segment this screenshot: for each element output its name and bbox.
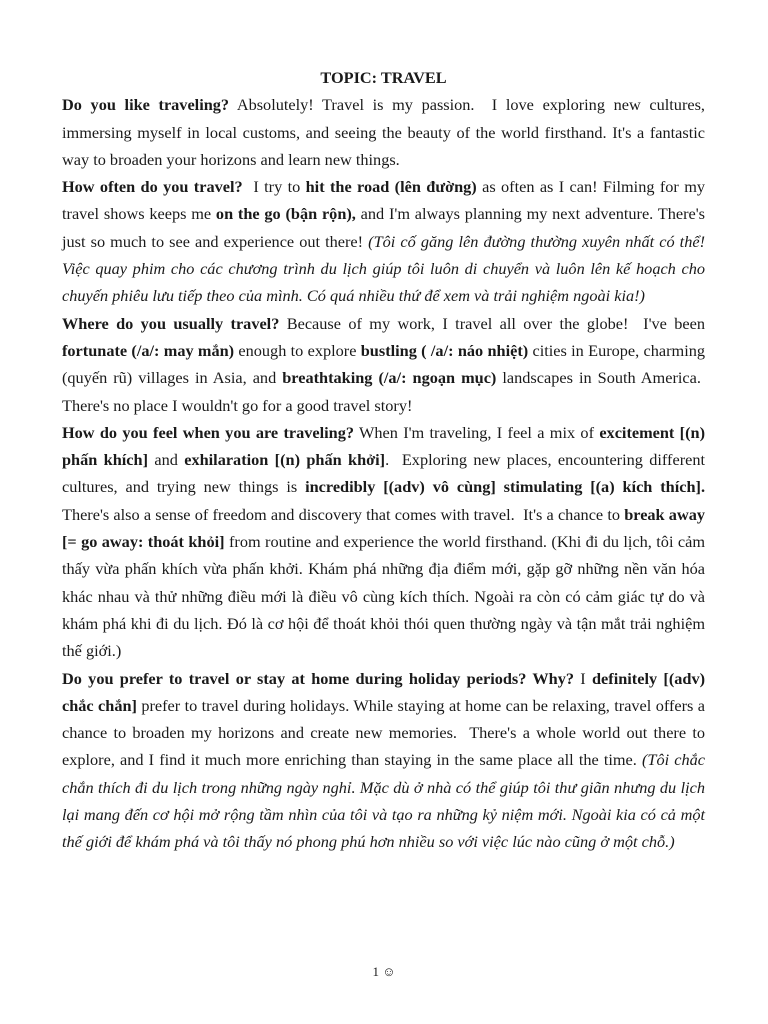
bold-text: Do you prefer to travel or stay at home during holiday periods? Why? <box>62 668 574 688</box>
bold-text: hit the road (lên đường) <box>305 177 477 197</box>
page-footer <box>0 962 768 982</box>
qa-paragraph <box>62 310 705 419</box>
bold-text: incredibly [(adv) vô cùng] stimulating [(a) kích thích]. <box>305 477 706 497</box>
italic-translation: (Tôi cố găng lên đường thường xuyên nhất có thể! Việc quay phim cho các chương trình du lịch giúp tôi luôn di chuyển và luôn lên kế hoạch cho chuyến phiêu lưu tiếp theo của mình. Có quá nhiều thứ để xem và trải nghiệm ngoài kia!) <box>62 231 705 306</box>
body-text: I <box>574 668 592 688</box>
body-text: prefer to travel during holidays. While staying at home can be relaxing, travel offers a chance to broaden my horizons and create new memories. There's a whole world out there to explore, and I find it much more enriching than staying in the same place all the time. <box>62 695 705 770</box>
body-text: cities in Europe, charming (quyến rũ) villages in Asia, and <box>62 340 706 388</box>
bold-text: fortunate (/a/: may mắn) <box>62 340 235 360</box>
bold-text: breathtaking (/a/: ngoạn mục) <box>282 368 497 388</box>
qa-paragraph <box>62 419 705 665</box>
page-number: 1 <box>372 964 379 979</box>
bold-text: bustling ( /a/: náo nhiệt) <box>360 340 529 360</box>
document-page <box>62 64 705 856</box>
bold-text: break away [= go away: thoát khỏi] <box>62 504 705 552</box>
bold-text: exhilaration [(n) phấn khởi] <box>184 450 386 470</box>
body-text: . Exploring new places, encountering different cultures, and trying new things is <box>62 450 706 497</box>
body-text: as often as I can! Filming for my travel shows keeps me <box>62 177 706 224</box>
body-text: When I'm traveling, I feel a mix of <box>353 422 600 442</box>
qa-paragraph <box>62 173 705 309</box>
qa-paragraph <box>62 91 705 173</box>
body-text: landscapes in South America. There's no place I wouldn't go for a good travel story! <box>62 368 705 415</box>
page-title: TOPIC: TRAVEL <box>320 68 447 87</box>
body-text: Absolutely! Travel is my passion. I love exploring new cultures, immersing myself in local customs, and seeing the beauty of the world firsthand. It's a fantastic way to broaden your horizons and learn new things. <box>62 95 706 169</box>
body-text: enough to explore <box>234 340 361 360</box>
bold-text: on the go (bận rộn), <box>215 204 356 224</box>
italic-translation: (Tôi chắc chắn thích đi du lịch trong những ngày nghỉ. Mặc dù ở nhà có thể giúp tôi thư giãn nhưng du lịch lại mang đến cơ hội mở rộng tầm nhìn của tôi và tạo ra những kỷ niệm mới. Ngoài kia có cả một thế giới để khám phá và tôi thấy nó phong phú hơn nhiều so với việc lúc nào cũng ở một chỗ.) <box>62 750 706 852</box>
bold-text: Do you like traveling? <box>62 95 230 115</box>
body-text: from routine and experience the world firsthand. (Khi đi du lịch, tôi cảm thấy vừa phấn khích vừa phấn khởi. Khám phá những địa điểm mới, gặp gỡ những nền văn hóa khác nhau và thử những điều mới là điều vô cùng kích thích. Ngoài ra còn có cảm giác tự do và khám phá khi đi du lịch. Đó là cơ hội để thoát khỏi thói quen thường ngày và tận mắt trải nghiệm thế giới.) <box>62 532 705 661</box>
qa-paragraph <box>62 665 705 856</box>
bold-text: Where do you usually travel? <box>62 313 280 333</box>
qa-paragraphs <box>62 91 705 855</box>
body-text: Because of my work, I travel all over the globe! I've been <box>279 313 705 333</box>
body-text: I try to <box>242 177 306 197</box>
body-text: There's also a sense of freedom and discovery that comes with travel. It's a chance to <box>62 504 625 524</box>
bold-text: How do you feel when you are traveling? <box>62 422 354 442</box>
body-text: and I'm always planning my next adventure. There's just so much to see and experience out there! <box>62 204 705 251</box>
smiley-icon: ☺ <box>382 964 396 979</box>
bold-text: How often do you travel? <box>62 177 243 197</box>
bold-text: definitely [(adv) chắc chắn] <box>62 668 706 715</box>
bold-text: excitement [(n) phấn khích] <box>62 422 705 470</box>
body-text: and <box>148 450 185 470</box>
